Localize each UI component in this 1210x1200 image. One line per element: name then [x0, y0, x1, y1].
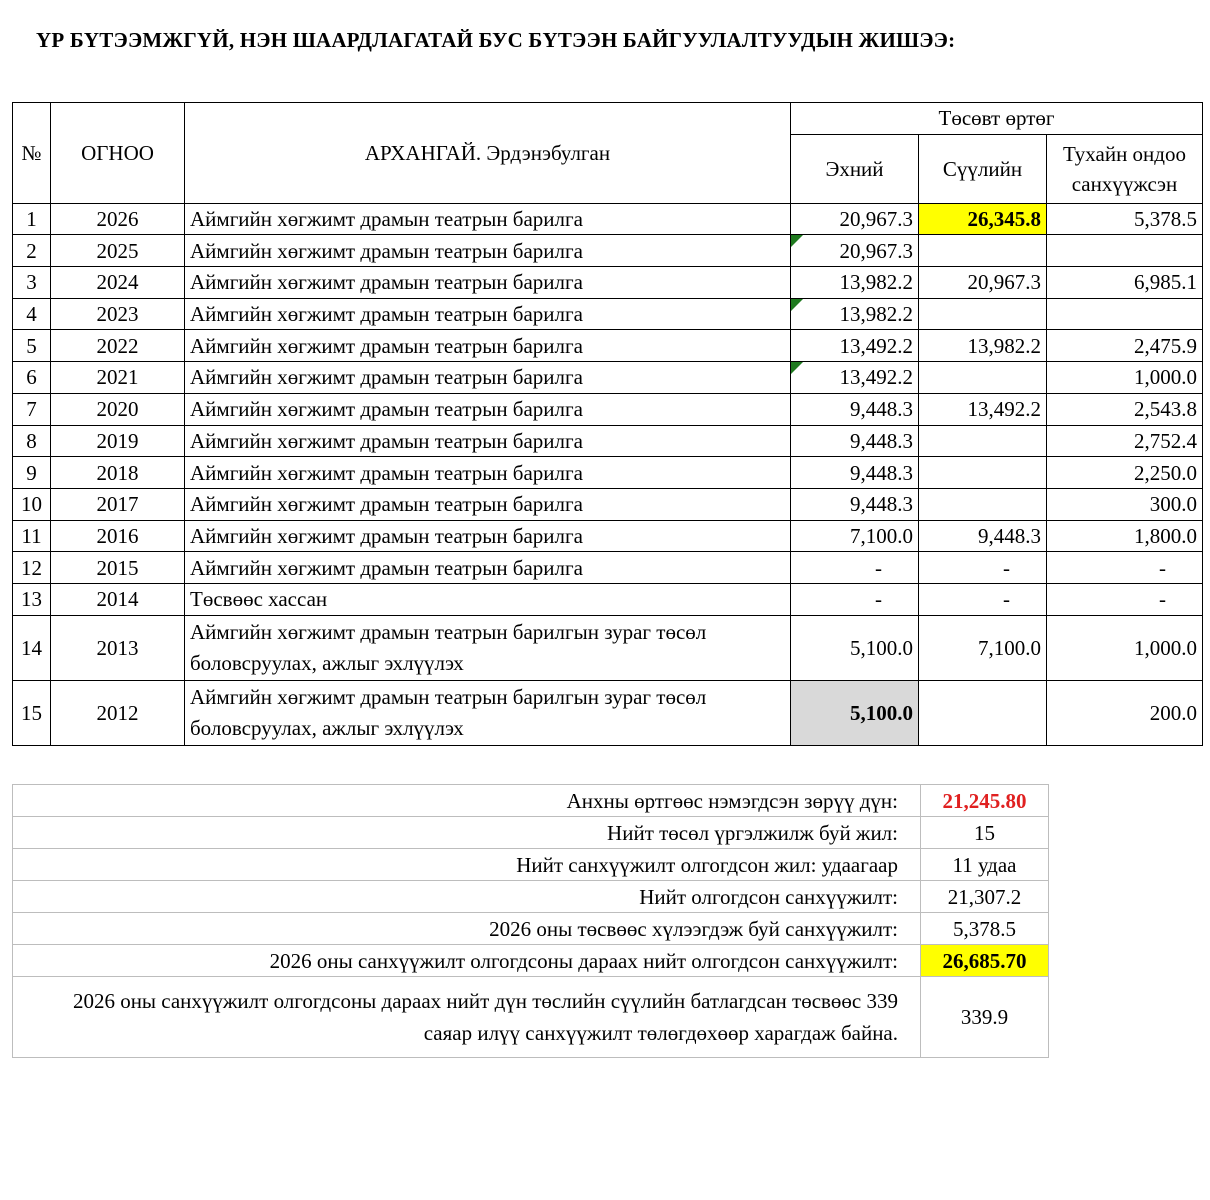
table-row: [13, 425, 1203, 457]
row-funded: 6,985.1: [1047, 267, 1203, 299]
header-last: Сүүлийн: [919, 134, 1047, 203]
row-name: Төсвөөс хассан: [185, 583, 791, 615]
page-title: ҮР БҮТЭЭМЖГҮЙ, НЭН ШААРДЛАГАТАЙ БУС БҮТЭЭН БАЙГУУЛАЛТУУДЫН ЖИШЭЭ:: [36, 28, 956, 52]
row-funded: 1,800.0: [1047, 520, 1203, 552]
table-row: [13, 583, 1203, 615]
row-funded: -: [1047, 552, 1203, 584]
summary-row: [13, 913, 1049, 945]
row-year: 2020: [51, 393, 185, 425]
row-num: 1: [13, 203, 51, 235]
row-initial: 13,492.2: [791, 362, 919, 394]
summary-value: 21,245.80: [921, 785, 1049, 817]
row-name: Аймгийн хөгжимт драмын театрын барилга: [185, 552, 791, 584]
row-initial: 7,100.0: [791, 520, 919, 552]
row-name: Аймгийн хөгжимт драмын театрын барилга: [185, 267, 791, 299]
row-initial: 13,982.2: [791, 267, 919, 299]
row-name: Аймгийн хөгжимт драмын театрын барилга: [185, 425, 791, 457]
row-num: 11: [13, 520, 51, 552]
header-date: ОГНОО: [51, 103, 185, 204]
row-num: 6: [13, 362, 51, 394]
table-row: [13, 298, 1203, 330]
row-name: Аймгийн хөгжимт драмын театрын барилгын зураг төсөл боловсруулах, ажлыг эхлүүлэх: [185, 615, 791, 680]
summary-value: 339.9: [921, 977, 1049, 1058]
table-row: [13, 203, 1203, 235]
row-num: 10: [13, 488, 51, 520]
row-funded: 2,543.8: [1047, 393, 1203, 425]
row-name: Аймгийн хөгжимт драмын театрын барилга: [185, 330, 791, 362]
summary-row: [13, 849, 1049, 881]
row-num: 7: [13, 393, 51, 425]
row-year: 2013: [51, 615, 185, 680]
row-year: 2017: [51, 488, 185, 520]
summary-row: [13, 817, 1049, 849]
header-name: АРХАНГАЙ. Эрдэнэбулган: [185, 103, 791, 204]
row-last: 13,982.2: [919, 330, 1047, 362]
row-last: -: [919, 552, 1047, 584]
table-row: [13, 393, 1203, 425]
summary-label: Нийт төсөл үргэлжилж буй жил:: [13, 817, 921, 849]
row-num: 12: [13, 552, 51, 584]
table-row: [13, 680, 1203, 745]
summary-label: Анхны өртгөөс нэмэгдсэн зөрүү дүн:: [13, 785, 921, 817]
summary-label: 2026 оны төсвөөс хүлээгдэж буй санхүүжилт:: [13, 913, 921, 945]
header-funded: Тухайн ондоо санхүүжсэн: [1047, 134, 1203, 203]
table-row: [13, 235, 1203, 267]
row-funded: 2,475.9: [1047, 330, 1203, 362]
summary-value: 15: [921, 817, 1049, 849]
summary-value: 26,685.70: [921, 945, 1049, 977]
row-initial: 5,100.0: [791, 680, 919, 745]
row-last: [919, 362, 1047, 394]
row-funded: 300.0: [1047, 488, 1203, 520]
summary-label: Нийт санхүүжилт олгогдсон жил: удаагаар: [13, 849, 921, 881]
summary-label: 2026 оны санхүүжилт олгогдсоны дараах нийт дүн төслийн сүүлийн батлагдсан төсвөөс 339 саяар илүү санхүүжилт төлөгдөхөөр харагдаж байна.: [13, 977, 921, 1058]
row-last: 9,448.3: [919, 520, 1047, 552]
row-year: 2022: [51, 330, 185, 362]
row-num: 5: [13, 330, 51, 362]
row-name: Аймгийн хөгжимт драмын театрын барилга: [185, 393, 791, 425]
summary-label: Нийт олгогдсон санхүүжилт:: [13, 881, 921, 913]
row-name: Аймгийн хөгжимт драмын театрын барилга: [185, 362, 791, 394]
table-row: [13, 330, 1203, 362]
row-year: 2026: [51, 203, 185, 235]
row-last: [919, 680, 1047, 745]
row-last: [919, 425, 1047, 457]
row-initial: 5,100.0: [791, 615, 919, 680]
row-last: 26,345.8: [919, 203, 1047, 235]
row-name: Аймгийн хөгжимт драмын театрын барилга: [185, 457, 791, 489]
row-num: 15: [13, 680, 51, 745]
row-num: 4: [13, 298, 51, 330]
header-num: №: [13, 103, 51, 204]
row-year: 2012: [51, 680, 185, 745]
row-initial: -: [791, 583, 919, 615]
table-row: [13, 552, 1203, 584]
row-funded: 1,000.0: [1047, 362, 1203, 394]
row-last: 7,100.0: [919, 615, 1047, 680]
row-year: 2014: [51, 583, 185, 615]
row-num: 8: [13, 425, 51, 457]
row-funded: 2,752.4: [1047, 425, 1203, 457]
row-year: 2024: [51, 267, 185, 299]
row-name: Аймгийн хөгжимт драмын театрын барилга: [185, 298, 791, 330]
table-row: [13, 615, 1203, 680]
table-row: [13, 362, 1203, 394]
row-initial: 9,448.3: [791, 425, 919, 457]
header-initial: Эхний: [791, 134, 919, 203]
row-year: 2021: [51, 362, 185, 394]
row-initial: -: [791, 552, 919, 584]
row-funded: -: [1047, 583, 1203, 615]
row-year: 2019: [51, 425, 185, 457]
row-initial: 9,448.3: [791, 393, 919, 425]
row-funded: 5,378.5: [1047, 203, 1203, 235]
row-name: Аймгийн хөгжимт драмын театрын барилгын зураг төсөл боловсруулах, ажлыг эхлүүлэх: [185, 680, 791, 745]
row-year: 2016: [51, 520, 185, 552]
table-row: [13, 267, 1203, 299]
row-name: Аймгийн хөгжимт драмын театрын барилга: [185, 520, 791, 552]
row-num: 2: [13, 235, 51, 267]
row-funded: 200.0: [1047, 680, 1203, 745]
summary-label: 2026 оны санхүүжилт олгогдсоны дараах нийт олгогдсон санхүүжилт:: [13, 945, 921, 977]
row-num: 3: [13, 267, 51, 299]
row-initial: 20,967.3: [791, 235, 919, 267]
row-year: 2018: [51, 457, 185, 489]
row-last: 13,492.2: [919, 393, 1047, 425]
row-last: [919, 235, 1047, 267]
row-initial: 13,492.2: [791, 330, 919, 362]
row-name: Аймгийн хөгжимт драмын театрын барилга: [185, 203, 791, 235]
row-last: [919, 298, 1047, 330]
table-row: [13, 488, 1203, 520]
summary-value: 5,378.5: [921, 913, 1049, 945]
budget-table: [12, 102, 1203, 746]
summary-row: [13, 881, 1049, 913]
row-last: 20,967.3: [919, 267, 1047, 299]
row-last: -: [919, 583, 1047, 615]
summary-row: [13, 785, 1049, 817]
table-row: [13, 520, 1203, 552]
row-name: Аймгийн хөгжимт драмын театрын барилга: [185, 488, 791, 520]
row-last: [919, 457, 1047, 489]
header-budget: Төсөвт өртөг: [791, 103, 1203, 135]
row-initial: 9,448.3: [791, 488, 919, 520]
row-year: 2015: [51, 552, 185, 584]
row-name: Аймгийн хөгжимт драмын театрын барилга: [185, 235, 791, 267]
summary-table: [12, 784, 1049, 1058]
summary-value: 21,307.2: [921, 881, 1049, 913]
summary-row: [13, 977, 1049, 1058]
row-year: 2025: [51, 235, 185, 267]
summary-row: [13, 945, 1049, 977]
row-initial: 9,448.3: [791, 457, 919, 489]
row-num: 13: [13, 583, 51, 615]
row-funded: [1047, 298, 1203, 330]
row-initial: 13,982.2: [791, 298, 919, 330]
row-num: 9: [13, 457, 51, 489]
row-initial: 20,967.3: [791, 203, 919, 235]
row-last: [919, 488, 1047, 520]
row-funded: [1047, 235, 1203, 267]
table-row: [13, 457, 1203, 489]
row-funded: 1,000.0: [1047, 615, 1203, 680]
row-funded: 2,250.0: [1047, 457, 1203, 489]
row-num: 14: [13, 615, 51, 680]
row-year: 2023: [51, 298, 185, 330]
summary-value: 11 удаа: [921, 849, 1049, 881]
